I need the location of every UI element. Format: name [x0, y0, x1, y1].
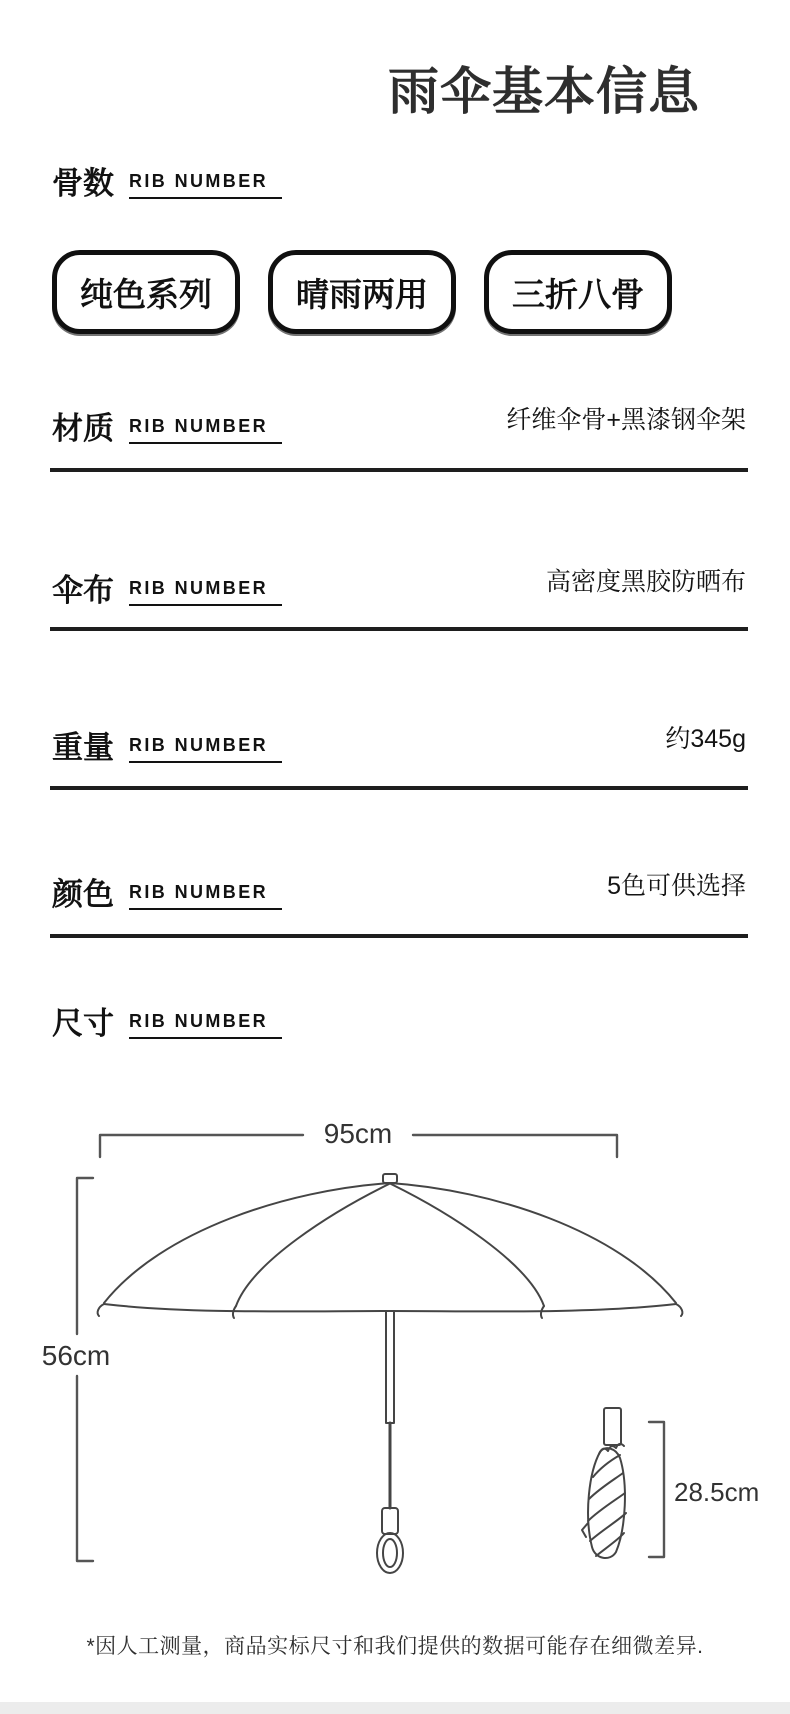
page-title: 雨伞基本信息: [387, 63, 700, 120]
spec-row-weight: [52, 719, 746, 763]
section-label: 重量: [52, 730, 114, 765]
section-label: 尺寸: [52, 1006, 114, 1041]
section-sublabel: RIB NUMBER: [129, 736, 282, 763]
feature-tags: [52, 250, 672, 334]
weight-value: 约345g: [665, 725, 746, 753]
color-value: 5色可供选择: [607, 872, 746, 900]
folded-umbrella-drawing: [582, 1408, 626, 1558]
tag-sun-rain-dual-use: 晴雨两用: [268, 250, 456, 334]
measurement-disclaimer: *因人工测量，商品实标尺寸和我们提供的数据可能存在细微差异.: [86, 1635, 704, 1658]
section-label: 材质: [52, 411, 114, 446]
divider: [50, 627, 748, 631]
divider: [50, 934, 748, 938]
folded-dimension-line: [649, 1422, 664, 1557]
size-section-header: [52, 1008, 282, 1039]
section-label: 骨数: [52, 166, 114, 201]
divider: [50, 468, 748, 472]
fabric-section-header: [52, 575, 282, 606]
open-height-label: 56cm: [30, 1340, 122, 1372]
bottom-divider: [0, 1702, 790, 1714]
color-section-header: [52, 879, 282, 910]
spec-row-material: [52, 400, 746, 444]
fabric-value: 高密度黑胶防晒布: [545, 568, 746, 596]
rib-number-section-header: [52, 168, 282, 199]
open-umbrella-drawing: [98, 1174, 683, 1573]
material-value: 纤维伞骨+黑漆钢伞架: [506, 406, 746, 434]
divider: [50, 786, 748, 790]
open-width-label: 95cm: [323, 1118, 393, 1149]
section-sublabel: RIB NUMBER: [129, 417, 282, 444]
tag-solid-color-series: 纯色系列: [52, 250, 240, 334]
section-label: 颜色: [52, 877, 114, 912]
folded-length-label: 28.5cm: [674, 1477, 760, 1507]
material-section-header: [52, 413, 282, 444]
tag-three-fold-eight-ribs: 三折八骨: [484, 250, 672, 334]
section-sublabel: RIB NUMBER: [129, 883, 282, 910]
spec-row-color: [52, 866, 746, 910]
weight-section-header: [52, 732, 282, 763]
section-sublabel: RIB NUMBER: [129, 172, 282, 199]
spec-row-fabric: [52, 562, 746, 606]
section-sublabel: RIB NUMBER: [129, 579, 282, 606]
section-label: 伞布: [52, 573, 114, 608]
section-sublabel: RIB NUMBER: [129, 1012, 282, 1039]
